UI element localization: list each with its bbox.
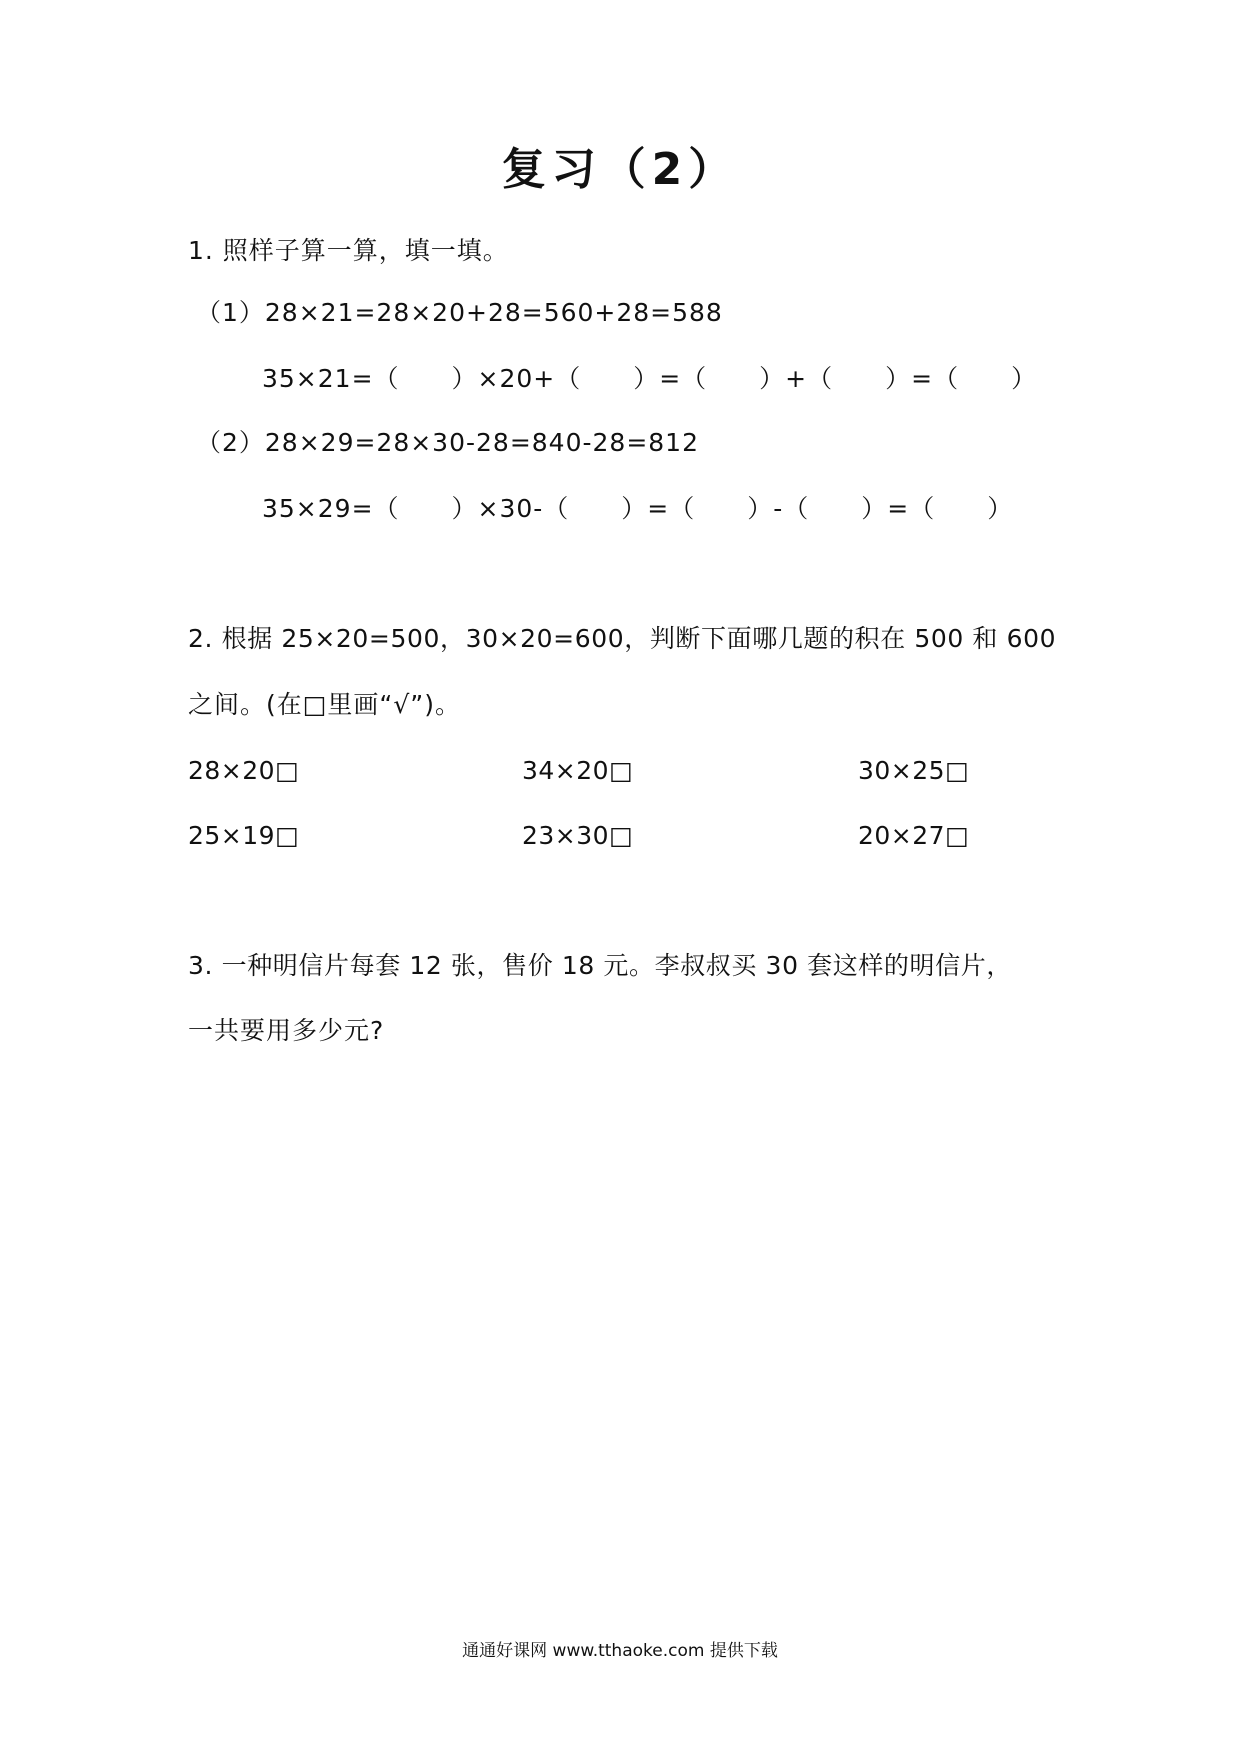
q3-line1: 3. 一种明信片每套 12 张，售价 18 元。李叔叔买 30 套这样的明信片， — [188, 951, 1012, 980]
q1-heading: 1. 照样子算一算，填一填。 — [188, 236, 509, 265]
q1-part1-problem: 35×21=（ ）×20+（ ）=（ ）+（ ）=（ ） — [262, 364, 1038, 393]
page-title: 复习（2） — [501, 144, 739, 195]
q2-item[interactable]: 30×25□ — [858, 756, 970, 785]
q1-part1-example: （1）28×21=28×20+28=560+28=588 — [196, 298, 723, 327]
q2-item[interactable]: 20×27□ — [858, 821, 970, 850]
q2-line1: 2. 根据 25×20=500，30×20=600，判断下面哪几题的积在 500 和 600 — [188, 624, 1057, 653]
q2-item[interactable]: 34×20□ — [522, 756, 634, 785]
q2-item[interactable]: 23×30□ — [522, 821, 634, 850]
q2-item[interactable]: 25×19□ — [188, 821, 300, 850]
q2-item[interactable]: 28×20□ — [188, 756, 300, 785]
footer-credit: 通通好课网 www.tthaoke.com 提供下载 — [462, 1641, 778, 1661]
q1-part2-problem: 35×29=（ ）×30-（ ）=（ ）-（ ）=（ ） — [262, 494, 1014, 523]
q1-part2-example: （2）28×29=28×30-28=840-28=812 — [196, 428, 699, 457]
q2-line2: 之间。(在□里画“√”)。 — [188, 690, 461, 719]
q3-line2: 一共要用多少元? — [188, 1016, 385, 1045]
